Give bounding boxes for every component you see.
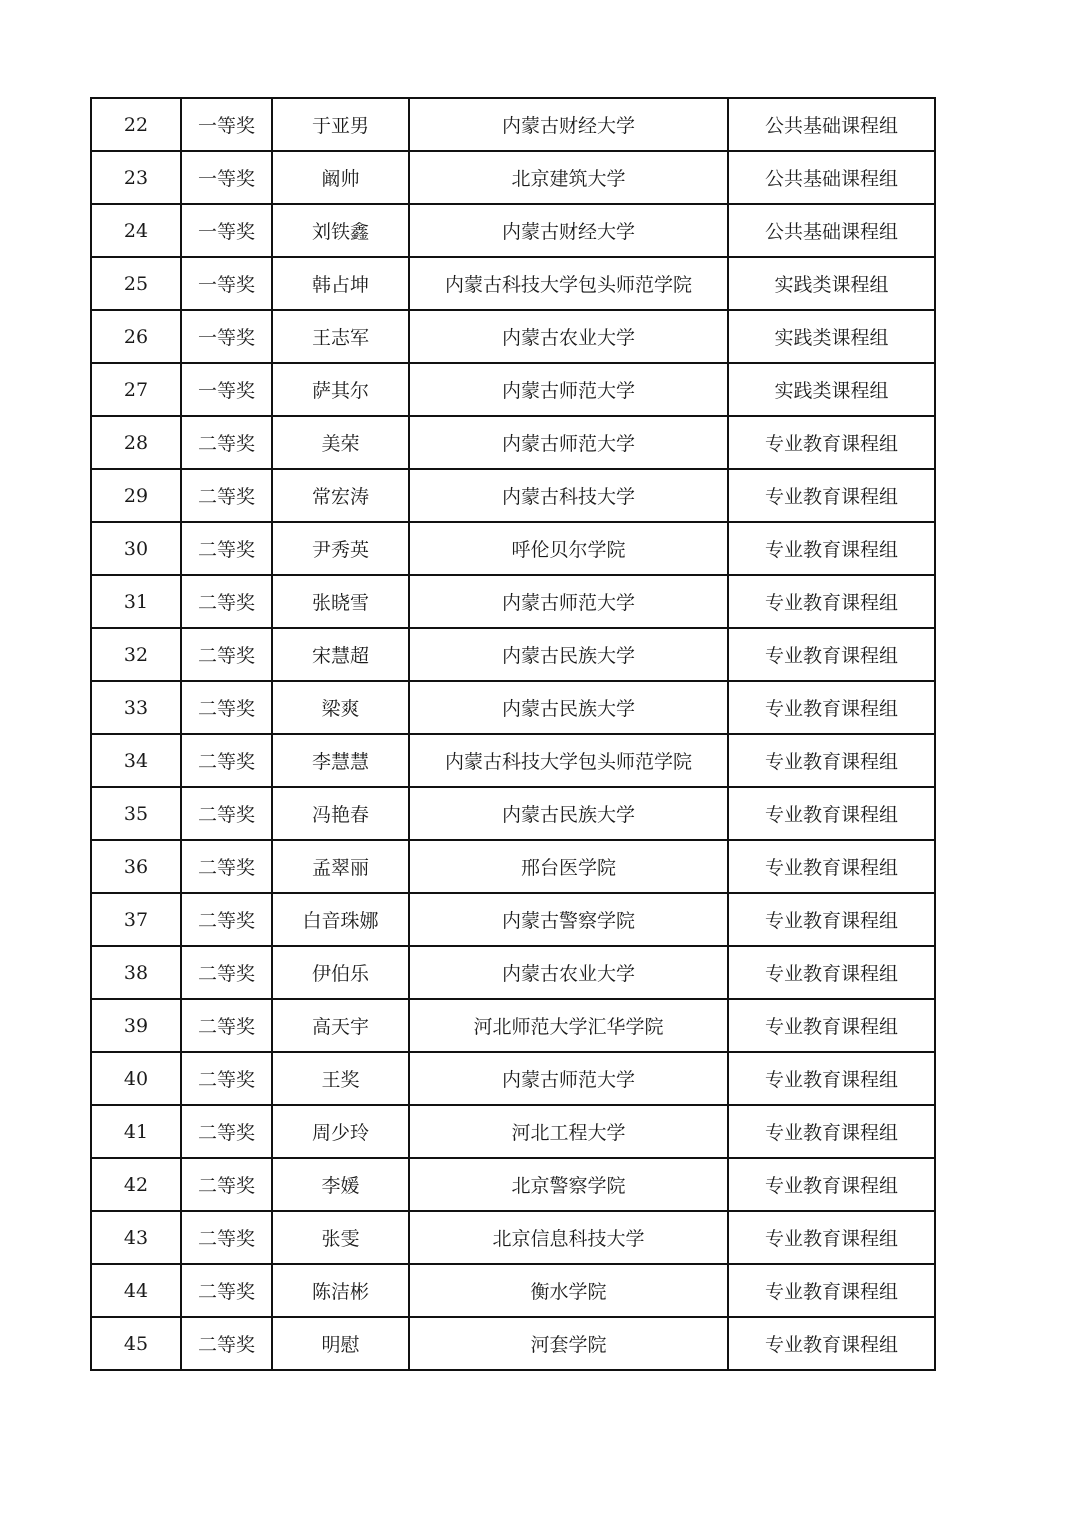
school-cell: 内蒙古科技大学 xyxy=(409,469,728,522)
winner-name-cell: 刘铁鑫 xyxy=(272,204,409,257)
course-group-cell: 专业教育课程组 xyxy=(728,1211,935,1264)
award-level-cell: 二等奖 xyxy=(181,1211,272,1264)
award-level-cell: 二等奖 xyxy=(181,1317,272,1370)
row-number-cell: 27 xyxy=(91,363,181,416)
winner-name-cell: 冯艳春 xyxy=(272,787,409,840)
school-cell: 内蒙古农业大学 xyxy=(409,946,728,999)
school-cell: 衡水学院 xyxy=(409,1264,728,1317)
winner-name-cell: 王志军 xyxy=(272,310,409,363)
course-group-cell: 实践类课程组 xyxy=(728,310,935,363)
row-number-cell: 25 xyxy=(91,257,181,310)
award-level-cell: 二等奖 xyxy=(181,575,272,628)
course-group-cell: 专业教育课程组 xyxy=(728,840,935,893)
school-cell: 内蒙古师范大学 xyxy=(409,1052,728,1105)
school-cell: 内蒙古民族大学 xyxy=(409,628,728,681)
award-level-cell: 二等奖 xyxy=(181,893,272,946)
winner-name-cell: 张晓雪 xyxy=(272,575,409,628)
table-row xyxy=(91,1105,935,1158)
table-row xyxy=(91,1158,935,1211)
award-level-cell: 二等奖 xyxy=(181,999,272,1052)
row-number-cell: 30 xyxy=(91,522,181,575)
row-number-cell: 38 xyxy=(91,946,181,999)
course-group-cell: 专业教育课程组 xyxy=(728,628,935,681)
table-row xyxy=(91,840,935,893)
row-number-cell: 45 xyxy=(91,1317,181,1370)
course-group-cell: 专业教育课程组 xyxy=(728,734,935,787)
award-level-cell: 二等奖 xyxy=(181,628,272,681)
winner-name-cell: 孟翠丽 xyxy=(272,840,409,893)
winner-name-cell: 明慰 xyxy=(272,1317,409,1370)
award-table xyxy=(90,97,936,1371)
course-group-cell: 公共基础课程组 xyxy=(728,204,935,257)
school-cell: 内蒙古财经大学 xyxy=(409,204,728,257)
award-level-cell: 一等奖 xyxy=(181,363,272,416)
school-cell: 内蒙古农业大学 xyxy=(409,310,728,363)
table-row xyxy=(91,893,935,946)
school-cell: 内蒙古民族大学 xyxy=(409,681,728,734)
row-number-cell: 33 xyxy=(91,681,181,734)
row-number-cell: 34 xyxy=(91,734,181,787)
school-cell: 内蒙古师范大学 xyxy=(409,575,728,628)
winner-name-cell: 周少玲 xyxy=(272,1105,409,1158)
table-row xyxy=(91,310,935,363)
winner-name-cell: 王奖 xyxy=(272,1052,409,1105)
table-row xyxy=(91,257,935,310)
row-number-cell: 32 xyxy=(91,628,181,681)
row-number-cell: 37 xyxy=(91,893,181,946)
row-number-cell: 36 xyxy=(91,840,181,893)
table-row xyxy=(91,787,935,840)
award-level-cell: 二等奖 xyxy=(181,840,272,893)
award-level-cell: 二等奖 xyxy=(181,1158,272,1211)
course-group-cell: 专业教育课程组 xyxy=(728,522,935,575)
award-level-cell: 二等奖 xyxy=(181,522,272,575)
award-level-cell: 二等奖 xyxy=(181,1264,272,1317)
table-row xyxy=(91,1052,935,1105)
course-group-cell: 专业教育课程组 xyxy=(728,1052,935,1105)
award-level-cell: 二等奖 xyxy=(181,681,272,734)
table-row xyxy=(91,946,935,999)
table-row xyxy=(91,734,935,787)
school-cell: 河套学院 xyxy=(409,1317,728,1370)
award-level-cell: 一等奖 xyxy=(181,204,272,257)
school-cell: 内蒙古民族大学 xyxy=(409,787,728,840)
row-number-cell: 28 xyxy=(91,416,181,469)
award-level-cell: 二等奖 xyxy=(181,1052,272,1105)
award-level-cell: 一等奖 xyxy=(181,310,272,363)
award-level-cell: 二等奖 xyxy=(181,787,272,840)
course-group-cell: 专业教育课程组 xyxy=(728,1317,935,1370)
winner-name-cell: 尹秀英 xyxy=(272,522,409,575)
award-level-cell: 二等奖 xyxy=(181,469,272,522)
row-number-cell: 44 xyxy=(91,1264,181,1317)
winner-name-cell: 伊伯乐 xyxy=(272,946,409,999)
course-group-cell: 专业教育课程组 xyxy=(728,416,935,469)
course-group-cell: 专业教育课程组 xyxy=(728,1105,935,1158)
course-group-cell: 实践类课程组 xyxy=(728,257,935,310)
row-number-cell: 35 xyxy=(91,787,181,840)
winner-name-cell: 高天宇 xyxy=(272,999,409,1052)
row-number-cell: 23 xyxy=(91,151,181,204)
row-number-cell: 29 xyxy=(91,469,181,522)
table-row xyxy=(91,999,935,1052)
school-cell: 北京建筑大学 xyxy=(409,151,728,204)
row-number-cell: 39 xyxy=(91,999,181,1052)
school-cell: 邢台医学院 xyxy=(409,840,728,893)
winner-name-cell: 常宏涛 xyxy=(272,469,409,522)
school-cell: 北京信息科技大学 xyxy=(409,1211,728,1264)
row-number-cell: 41 xyxy=(91,1105,181,1158)
course-group-cell: 专业教育课程组 xyxy=(728,469,935,522)
award-level-cell: 二等奖 xyxy=(181,416,272,469)
winner-name-cell: 张雯 xyxy=(272,1211,409,1264)
winner-name-cell: 梁爽 xyxy=(272,681,409,734)
table-row xyxy=(91,681,935,734)
winner-name-cell: 李媛 xyxy=(272,1158,409,1211)
table-row xyxy=(91,1317,935,1370)
school-cell: 内蒙古警察学院 xyxy=(409,893,728,946)
winner-name-cell: 萨其尔 xyxy=(272,363,409,416)
award-level-cell: 二等奖 xyxy=(181,1105,272,1158)
table-row xyxy=(91,416,935,469)
course-group-cell: 专业教育课程组 xyxy=(728,575,935,628)
course-group-cell: 专业教育课程组 xyxy=(728,787,935,840)
award-level-cell: 二等奖 xyxy=(181,946,272,999)
winner-name-cell: 宋慧超 xyxy=(272,628,409,681)
row-number-cell: 43 xyxy=(91,1211,181,1264)
table-row xyxy=(91,628,935,681)
course-group-cell: 专业教育课程组 xyxy=(728,946,935,999)
row-number-cell: 42 xyxy=(91,1158,181,1211)
table-row xyxy=(91,469,935,522)
award-table-body xyxy=(91,98,935,1370)
winner-name-cell: 白音珠娜 xyxy=(272,893,409,946)
winner-name-cell: 阚帅 xyxy=(272,151,409,204)
school-cell: 内蒙古财经大学 xyxy=(409,98,728,151)
award-level-cell: 一等奖 xyxy=(181,98,272,151)
row-number-cell: 22 xyxy=(91,98,181,151)
school-cell: 河北工程大学 xyxy=(409,1105,728,1158)
course-group-cell: 专业教育课程组 xyxy=(728,893,935,946)
table-row xyxy=(91,98,935,151)
table-row xyxy=(91,1264,935,1317)
course-group-cell: 专业教育课程组 xyxy=(728,999,935,1052)
table-row xyxy=(91,151,935,204)
winner-name-cell: 陈洁彬 xyxy=(272,1264,409,1317)
school-cell: 北京警察学院 xyxy=(409,1158,728,1211)
table-row xyxy=(91,363,935,416)
course-group-cell: 专业教育课程组 xyxy=(728,681,935,734)
course-group-cell: 公共基础课程组 xyxy=(728,98,935,151)
course-group-cell: 实践类课程组 xyxy=(728,363,935,416)
row-number-cell: 26 xyxy=(91,310,181,363)
school-cell: 内蒙古科技大学包头师范学院 xyxy=(409,257,728,310)
school-cell: 呼伦贝尔学院 xyxy=(409,522,728,575)
course-group-cell: 公共基础课程组 xyxy=(728,151,935,204)
table-row xyxy=(91,1211,935,1264)
award-level-cell: 一等奖 xyxy=(181,257,272,310)
school-cell: 内蒙古师范大学 xyxy=(409,363,728,416)
table-row xyxy=(91,204,935,257)
winner-name-cell: 于亚男 xyxy=(272,98,409,151)
winner-name-cell: 韩占坤 xyxy=(272,257,409,310)
row-number-cell: 40 xyxy=(91,1052,181,1105)
school-cell: 河北师范大学汇华学院 xyxy=(409,999,728,1052)
table-row xyxy=(91,575,935,628)
course-group-cell: 专业教育课程组 xyxy=(728,1158,935,1211)
school-cell: 内蒙古科技大学包头师范学院 xyxy=(409,734,728,787)
winner-name-cell: 李慧慧 xyxy=(272,734,409,787)
course-group-cell: 专业教育课程组 xyxy=(728,1264,935,1317)
school-cell: 内蒙古师范大学 xyxy=(409,416,728,469)
table-row xyxy=(91,522,935,575)
award-level-cell: 二等奖 xyxy=(181,734,272,787)
row-number-cell: 31 xyxy=(91,575,181,628)
winner-name-cell: 美荣 xyxy=(272,416,409,469)
award-level-cell: 一等奖 xyxy=(181,151,272,204)
row-number-cell: 24 xyxy=(91,204,181,257)
